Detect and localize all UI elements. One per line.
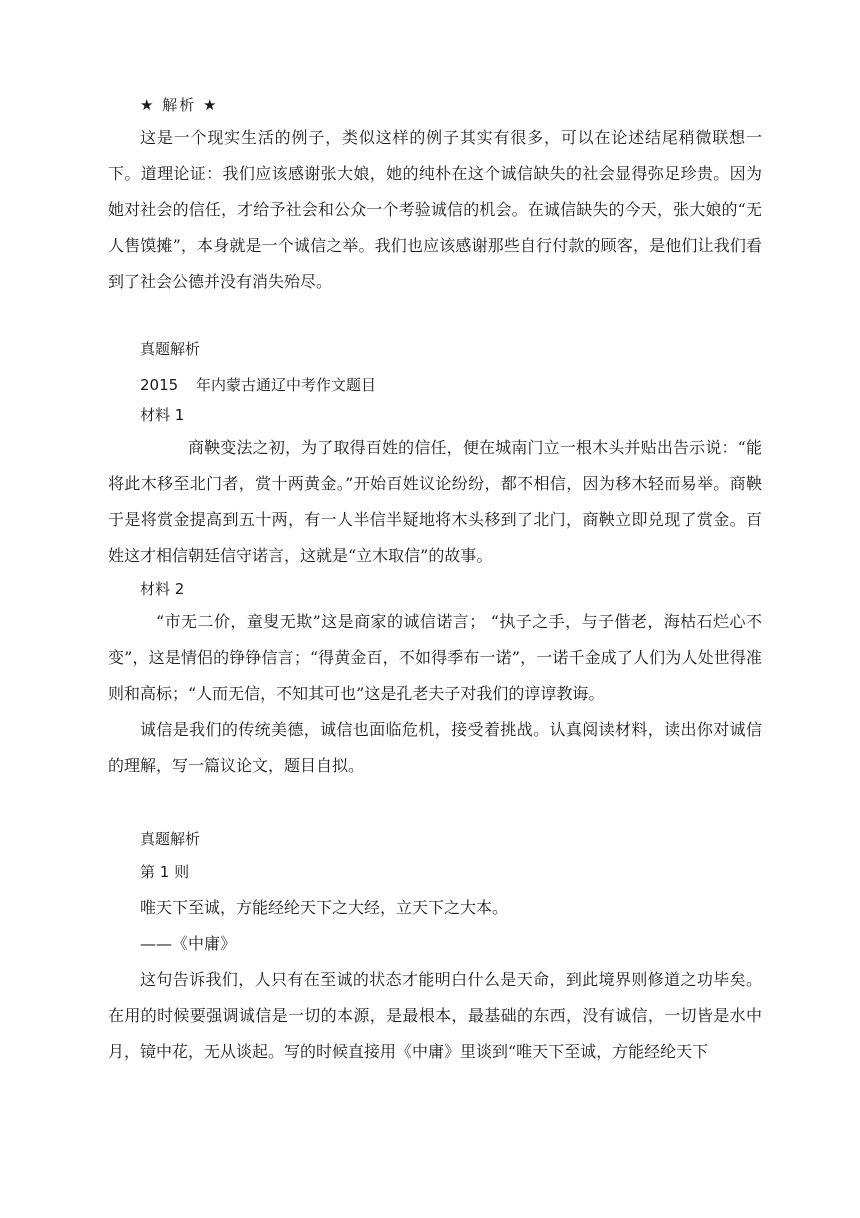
material-2-block: [108, 604, 762, 784]
exam-analysis-heading-2: 真题解析: [140, 830, 201, 848]
material-1-block: [108, 430, 762, 574]
quote-analysis-block: [108, 962, 762, 1070]
exam-title-line: [140, 370, 762, 400]
writing-prompt: 诚信是我们的传统美德，诚信也面临危机，接受着挑战。认真阅读材料，读出你对诚信的理解，写一篇议论文，题目自拟。: [108, 720, 762, 775]
quote-source: ——《中庸》: [140, 934, 237, 953]
material-1-label: 材料 1: [140, 406, 185, 424]
spacer: [140, 300, 762, 330]
exam-year: 2015: [140, 376, 179, 394]
analysis-paragraph: 这是一个现实生活的例子，类似这样的例子其实有很多，可以在论述结尾稍微联想一下。道理论证：我们应该感谢张大娘，她的纯朴在这个诚信缺失的社会显得弥足珍贵。因为她对社会的信任，才给予社会和公众一个考验诚信的机会。在诚信缺失的今天，张大娘的“无人售馍摊”，本身就是一个诚信之举。我们也应该感谢那些自行付款的顾客，是他们让我们看到了社会公德并没有消失殆尽。: [108, 128, 762, 291]
material-2-text: “市无二价，童叟无欺”这是商家的诚信诺言； “执子之手，与子偕老，海枯石烂心不变”，这是情侣的铮铮信言；“得黄金百，不如得季布一诺”，一诺千金成了人们为人处世得准则和高标；“人而无信，不知其可也”这是孔老夫子对我们的谆谆教诲。: [108, 612, 762, 703]
quote-analysis-paragraph: 这句告诉我们，人只有在至诚的状态才能明白什么是天命，到此境界则修道之功毕矣。在用的时候要强调诚信是一切的本源，是最根本，最基础的东西，没有诚信，一切皆是水中月，镜中花，无从谈起。写的时候直接用《中庸》里谈到“唯天下至诚，方能经纶天下: [108, 970, 762, 1061]
item-label: 第 1 则: [140, 863, 190, 881]
document-content: [108, 90, 762, 1070]
analysis-heading: ★ 解析 ★: [140, 96, 219, 114]
exam-analysis-heading: 真题解析: [140, 340, 201, 358]
exam-title: 年内蒙古通辽中考作文题目: [196, 376, 377, 394]
analysis-block: [108, 120, 762, 300]
quote-text: 唯天下至诚，方能经纶天下之大经，立天下之大本。: [140, 898, 509, 917]
material-2-label: 材料 2: [140, 580, 185, 598]
material-1-text: 商鞅变法之初，为了取得百姓的信任，便在城南门立一根木头并贴出告示说：“能将此木移至北门者，赏十两黄金。”开始百姓议论纷纷，都不相信，因为移木轻而易举。商鞅于是将赏金提高到五十两，有一人半信半疑地将木头移到了北门，商鞅立即兑现了赏金。百姓这才相信朝廷信守诺言，这就是“立木取信”的故事。: [108, 438, 762, 565]
spacer: [140, 784, 762, 814]
